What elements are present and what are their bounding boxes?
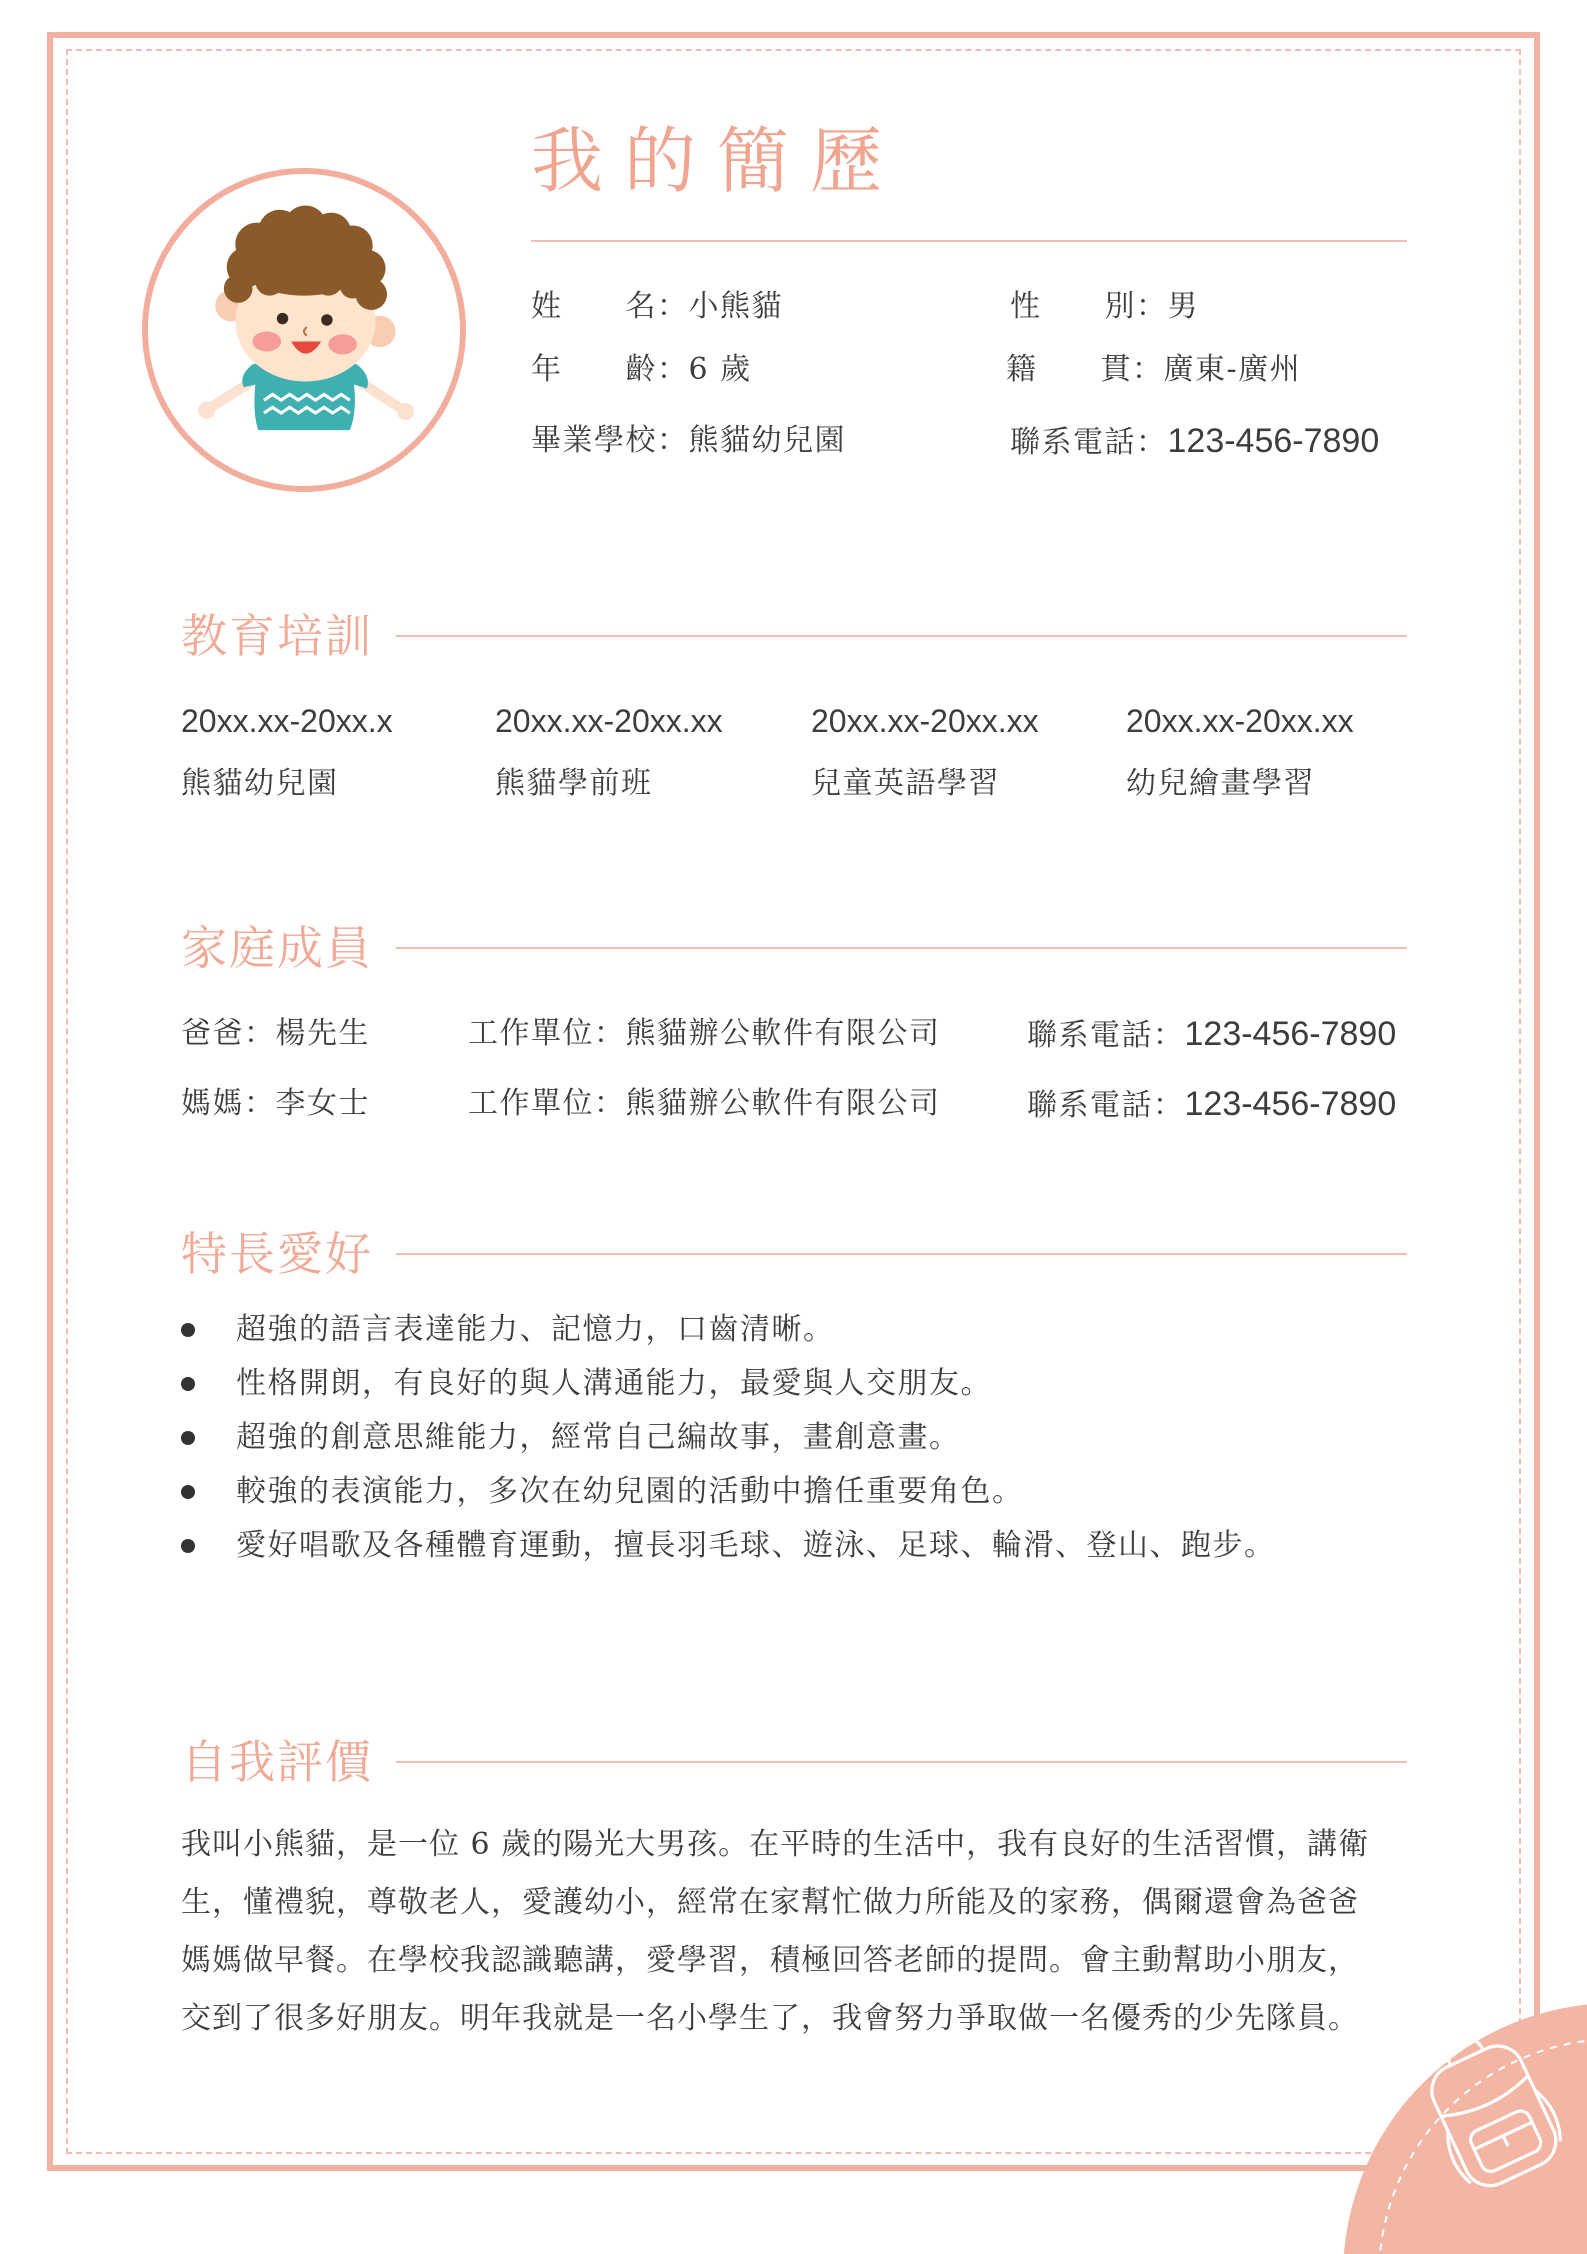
- hobby-text: 性格開朗，有良好的與人溝通能力，最愛與人交朋友。: [236, 1366, 992, 1401]
- info-hometown: [1006, 350, 1301, 390]
- family-phone-label: 聯系電話：: [1027, 1088, 1185, 1123]
- info-gender: [1010, 287, 1199, 327]
- family-phone-value: 123-456-7890: [1184, 1015, 1397, 1053]
- family-phone-label: 聯系電話：: [1027, 1018, 1185, 1053]
- family-work-label: 工作單位：: [468, 1016, 626, 1051]
- list-item: [181, 1364, 1276, 1418]
- education-name: 兒童英語學習: [811, 766, 1000, 801]
- page-title: 我的簡歷: [531, 119, 904, 203]
- info-hometown-label: 籍 貫：: [1006, 352, 1164, 387]
- info-age-label: 年 齡：: [531, 352, 689, 387]
- section-title-education: 教育培訓: [181, 609, 373, 663]
- bullet-icon: [181, 1431, 195, 1445]
- education-name: 幼兒繪畫學習: [1126, 766, 1315, 801]
- boy-avatar-icon: [148, 174, 460, 486]
- education-period: 20xx.xx-20xx.xx: [495, 703, 723, 739]
- education-name: 熊貓學前班: [495, 766, 653, 801]
- info-name-label: 姓 名：: [531, 289, 689, 324]
- family-work-label: 工作單位：: [468, 1086, 626, 1121]
- family-member-work: [468, 1084, 941, 1124]
- hobby-text: 超強的語言表達能力、記憶力，口齒清晰。: [236, 1312, 835, 1347]
- family-member-phone: [1027, 1084, 1396, 1126]
- paragraph-line: 生，懂禮貌，尊敬老人，愛護幼小，經常在家幫忙做力所能及的家務，偶爾還會為爸爸: [181, 1885, 1359, 1920]
- section-divider-hobbies: [396, 1253, 1407, 1255]
- family-work-value: 熊貓辦公軟件有限公司: [625, 1086, 941, 1121]
- info-phone-value: 123-456-7890: [1167, 422, 1380, 460]
- bullet-icon: [181, 1485, 195, 1499]
- list-item: [181, 1418, 1276, 1472]
- info-gender-label: 性 別：: [1010, 289, 1168, 324]
- info-name-value: 小熊貓: [688, 289, 783, 324]
- family-member-name: 楊先生: [275, 1016, 370, 1051]
- family-work-value: 熊貓辦公軟件有限公司: [625, 1016, 941, 1051]
- list-item: [181, 1526, 1276, 1580]
- info-name: [531, 287, 783, 327]
- info-phone: [1010, 421, 1379, 463]
- info-school-value: 熊貓幼兒園: [688, 423, 846, 458]
- section-divider-self-evaluation: [396, 1761, 1407, 1763]
- section-title-hobbies: 特長愛好: [181, 1227, 373, 1281]
- family-relation-label: 媽媽：: [181, 1086, 276, 1121]
- hobby-text: 較強的表演能力，多次在幼兒園的活動中擔任重要角色。: [236, 1474, 1024, 1509]
- info-phone-label: 聯系電話：: [1010, 425, 1168, 460]
- title-divider: [531, 240, 1407, 242]
- family-member-phone: [1027, 1014, 1396, 1056]
- list-item: [181, 1472, 1276, 1526]
- family-member-name: 李女士: [275, 1086, 370, 1121]
- section-title-family: 家庭成員: [181, 921, 373, 975]
- education-period: 20xx.xx-20xx.xx: [1126, 703, 1354, 739]
- family-member-work: [468, 1014, 941, 1054]
- list-item: [181, 1310, 1276, 1364]
- info-age: [531, 350, 752, 390]
- info-age-value: 6 歲: [688, 352, 752, 387]
- section-divider-family: [396, 947, 1407, 949]
- education-name: 熊貓幼兒園: [181, 766, 339, 801]
- hobby-text: 超強的創意思維能力，經常自己編故事，畫創意畫。: [236, 1420, 961, 1455]
- paragraph-line: 交到了很多好朋友。明年我就是一名小學生了，我會努力爭取做一名優秀的少先隊員。: [181, 2001, 1359, 2036]
- paragraph-line: 媽媽做早餐。在學校我認識聽講，愛學習，積極回答老師的提問。會主動幫助小朋友，: [181, 1943, 1359, 1978]
- hobby-list: [181, 1310, 1276, 1580]
- self-evaluation-paragraph: [181, 1816, 1400, 2048]
- education-period: 20xx.xx-20xx.xx: [811, 703, 1039, 739]
- family-relation-label: 爸爸：: [181, 1016, 276, 1051]
- family-member-relation: [181, 1014, 370, 1054]
- hair: [224, 205, 387, 309]
- family-phone-value: 123-456-7890: [1184, 1085, 1397, 1123]
- avatar: [142, 168, 466, 492]
- education-period: 20xx.xx-20xx.x: [181, 703, 393, 739]
- bullet-icon: [181, 1377, 195, 1391]
- section-divider-education: [396, 635, 1407, 637]
- info-school-label: 畢業學校：: [531, 423, 689, 458]
- hobby-text: 愛好唱歌及各種體育運動，擅長羽毛球、遊泳、足球、輪滑、登山、跑步。: [236, 1528, 1276, 1563]
- info-gender-value: 男: [1167, 289, 1199, 324]
- info-school: [531, 421, 846, 461]
- corner-decoration: [1287, 1954, 1587, 2254]
- info-hometown-value: 廣東-廣州: [1163, 352, 1302, 387]
- bullet-icon: [181, 1539, 195, 1553]
- section-title-self-evaluation: 自我評價: [181, 1735, 373, 1789]
- paragraph-line: 我叫小熊貓，是一位 6 歲的陽光大男孩。在平時的生活中，我有良好的生活習慣，講衛: [181, 1827, 1370, 1862]
- family-member-relation: [181, 1084, 370, 1124]
- bullet-icon: [181, 1323, 195, 1337]
